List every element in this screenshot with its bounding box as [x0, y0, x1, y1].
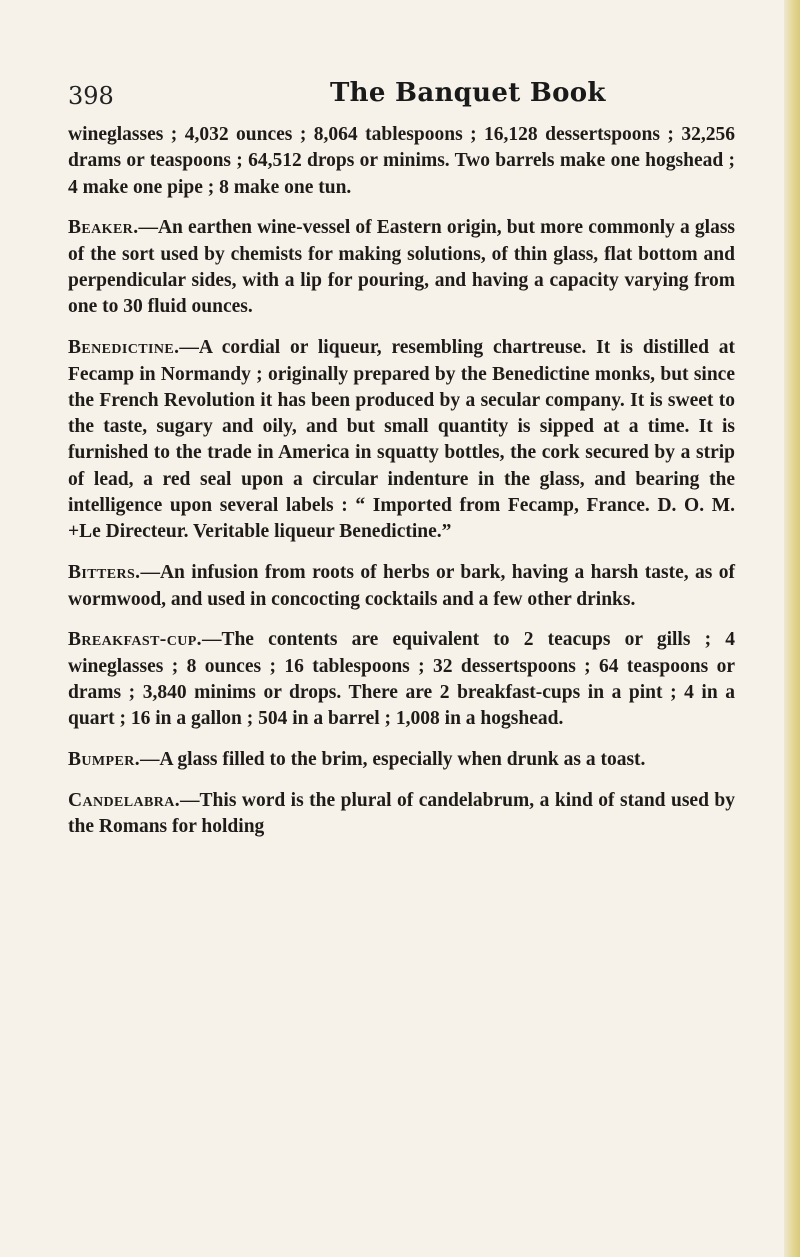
entry-definition: —An earthen wine-vessel of Eastern origin, but more commonly a glass of the sort used by chemists for making solutions, of thin glass, flat bottom and perpendicular sides, with a lip for pouring, and having a capacity varying from one to 30 fluid ounces. [68, 217, 735, 318]
page-edge-stain [784, 0, 800, 1257]
entry-breakfast-cup [68, 627, 735, 732]
entry-definition: —A cordial or liqueur, resembling chartreuse. It is distilled at Fecamp in Normandy ; originally prepared by the Benedictine monks, but since the French Revolution it has been produced by a secular company. It is sweet to the taste, sugary and oily, and but small quantity is sipped at a time. It is furnished to the trade in America in squatty bottles, the cork secured by a strip of lead, a red seal upon a circular indenture in the glass, and bearing the intelligence upon several labels : “ Imported from Fecamp, France. D. O. M. +Le Directeur. Veritable liqueur Benedictine.” [68, 337, 735, 543]
entry-definition: —A glass filled to the brim, especially when drunk as a toast. [140, 749, 646, 771]
running-title: The Banquet Book [330, 78, 606, 108]
entry-term: Breakfast-cup. [68, 629, 202, 651]
page-header [0, 78, 800, 118]
entry-definition: —This word is the plural of candelabrum, a kind of stand used by the Romans for holding [68, 790, 735, 838]
entry-term: Beaker. [68, 217, 139, 239]
entry-bumper [68, 747, 735, 773]
entry-term: Bitters. [68, 562, 141, 584]
entry-beaker [68, 215, 735, 320]
entry-term: Benedictine. [68, 337, 180, 359]
entry-benedictine [68, 335, 735, 545]
entry-candelabra [68, 788, 735, 841]
page-number: 398 [68, 82, 114, 110]
entry-bitters [68, 560, 735, 613]
entry-term: Candelabra. [68, 790, 181, 812]
paragraph-continuation [68, 122, 735, 201]
entry-definition: —The contents are equivalent to 2 teacups or gills ; 4 wineglasses ; 8 ounces ; 16 tablespoons ; 32 dessertspoons ; 64 teaspoons or drams ; 3,840 minims or drops. There are 2 breakfast-cups in a pint ; 4 in a quart ; 16 in a gallon ; 504 in a barrel ; 1,008 in a hogshead. [68, 629, 735, 730]
paragraph-text: wineglasses ; 4,032 ounces ; 8,064 tablespoons ; 16,128 dessertspoons ; 32,256 drams or teaspoons ; 64,512 drops or minims. Two barrels make one hogshead ; 4 make one pipe ; 8 make one tun. [68, 124, 735, 198]
entry-term: Bumper. [68, 749, 141, 771]
body-text [68, 122, 735, 855]
entry-definition: —An infusion from roots of herbs or bark, having a harsh taste, as of wormwood, and used in concocting cocktails and a few other drinks. [68, 562, 735, 610]
